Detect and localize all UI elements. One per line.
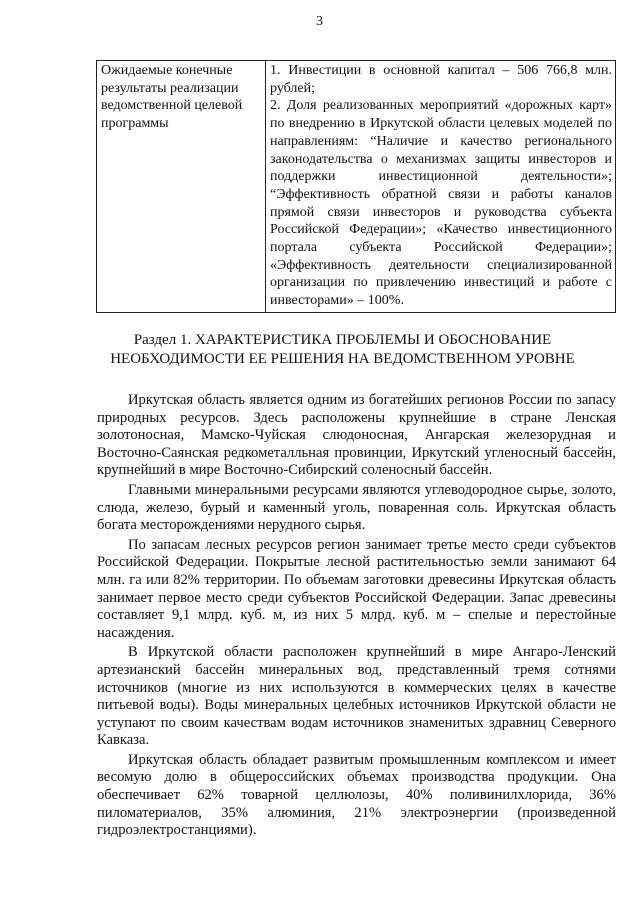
paragraph-forest-resources: По запасам лесных ресурсов регион занимает третье место среди субъектов Российской Федерации. Покрытые лесной растительностью земли занимают 64 млн. га или 82% территории. По объемам заготовки древесины Иркутская область занимает первое место среди субъектов Российской Федерации. Запас древесины составляет 9,1 млрд. куб. м, из них 5 млрд. куб. м – спелые и перестойные насаждения.	[97, 536, 616, 641]
paragraph-mineral-waters: В Иркутской области расположен крупнейший в мире Ангаро-Ленский артезианский бассейн минеральных вод, представленный тремя сотнями источников (многие из них используются в коммерческих целях в качестве питьевой воды). Воды минеральных целебных источников Иркутской области не уступают по своим качествам водам источников знаменитых здравниц Северного Кавказа.	[97, 644, 616, 749]
body-text	[97, 392, 616, 842]
table-content-cell	[266, 61, 616, 313]
paragraph-natural-resources: Иркутская область является одним из богатейших регионов России по запасу природных ресурсов. Здесь расположены крупнейшие в стране Ленская золотоносная, Мамско-Чуйская слюдоносная, Ангарская железорудная и Восточно-Саянская редкометалльная провинции, Иркутский угленосный бассейн, крупнейший в мире Восточно-Сибирский соленосный бассейн.	[97, 392, 616, 479]
section-title-line-1: Раздел 1. ХАРАКТЕРИСТИКА ПРОБЛЕМЫ И ОБОСНОВАНИЕ	[133, 332, 552, 348]
section-title	[70, 331, 615, 369]
table-row	[97, 61, 616, 313]
table-label-cell: Ожидаемые конечные результаты реализации ведомственной целевой программы	[97, 61, 266, 313]
paragraph-industry: Иркутская область обладает развитым промышленным комплексом и имеет весомую долю в общероссийских объемах производства продукции. Она обеспечивает 62% товарной целлюлозы, 40% поливинилхлорида, 36% пиломатериалов, 35% алюминия, 21% электроэнергии (произведенной гидроэлектростанциями).	[97, 751, 616, 839]
paragraph-mineral-resources: Главными минеральными ресурсами являются углеводородное сырье, золото, слюда, железо, бурый и каменный уголь, поваренная соль. Иркутская область богата месторождениями нерудного сырья.	[97, 481, 616, 534]
result-item-roadmaps: 2. Доля реализованных мероприятий «дорожных карт» по внедрению в Иркутской области целевых моделей по направлениям: “Наличие и качество регионального законодательства о механизмах защиты инвесторов и поддержки инвестиционной деятельности»; “Эффективность обратной связи и работы каналов прямой связи инвесторов и руководства субъекта Российской Федерации»; «Качество инвестиционного портала субъекта Российской Федерации»; «Эффективность деятельности специализированной организации по привлечению инвестиций и работе с инвесторами» – 100%.	[270, 98, 612, 309]
result-item-investments: 1. Инвестиции в основной капитал – 506 766,8 млн. рублей;	[270, 63, 612, 96]
program-results-table	[96, 60, 616, 313]
section-title-line-2: НЕОБХОДИМОСТИ ЕЕ РЕШЕНИЯ НА ВЕДОМСТВЕННОМ УРОВНЕ	[110, 351, 575, 367]
page-number: 3	[316, 14, 323, 29]
